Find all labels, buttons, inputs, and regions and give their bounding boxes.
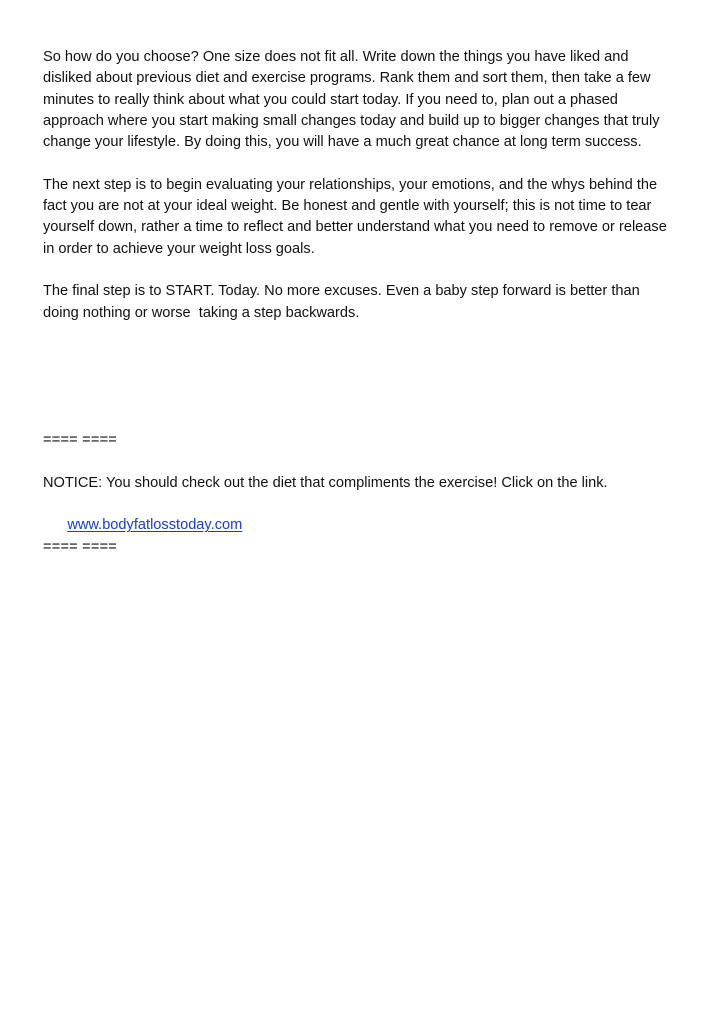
paragraph-line: minutes to really think about what you could start today. If you need to, plan out a phased xyxy=(43,91,618,108)
paragraph-choose xyxy=(43,47,683,153)
separator-bottom: ==== ==== xyxy=(43,538,118,555)
paragraph-line: approach where you start making small changes today and build up to bigger changes that truly xyxy=(43,112,660,129)
paragraph-line: So how do you choose? One size does not fit all. Write down the things you have liked and xyxy=(43,49,629,65)
paragraph-line: The next step is to begin evaluating your relationships, your emotions, and the whys behind the xyxy=(43,176,658,193)
paragraph-line: change your lifestyle. By doing this, you will have a much great chance at long term success. xyxy=(43,134,642,151)
promo-link[interactable]: www.bodyfatlosstoday.com xyxy=(67,517,243,534)
separator-top: ==== ==== xyxy=(43,432,118,449)
paragraph-line: The final step is to START. Today. No more excuses. Even a baby step forward is better than xyxy=(43,283,640,300)
paragraph-line: disliked about previous diet and exercise programs. Rank them and sort them, then take a few xyxy=(43,70,651,87)
vertical-spacer xyxy=(43,345,683,430)
notice-text: NOTICE: You should check out the diet that compliments the exercise! Click on the link. xyxy=(43,474,608,491)
paragraph-final-step xyxy=(43,281,683,324)
paragraph-next-step xyxy=(43,175,683,260)
paragraph-line: in order to achieve your weight loss goals. xyxy=(43,240,315,257)
paragraph-line: doing nothing or worse taking a step backwards. xyxy=(43,304,360,321)
paragraph-line: yourself down, rather a time to reflect and better understand what you need to remove or release xyxy=(43,219,667,236)
paragraph-line: fact you are not at your ideal weight. Be honest and gentle with yourself; this is not time to tear xyxy=(43,198,652,215)
document-body xyxy=(43,47,683,558)
